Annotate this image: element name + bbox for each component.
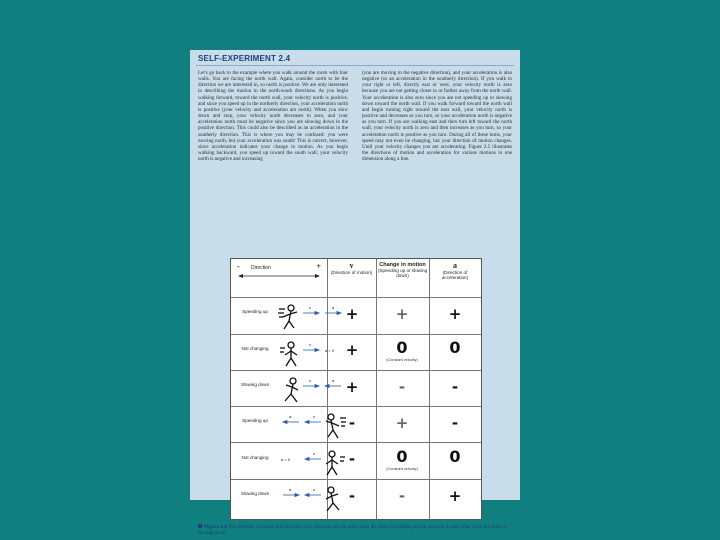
caption-text: The direction of motion and direction of acceleration are the same when the object is speeding up but opposite to each other when the object is slowing down.	[198, 525, 508, 536]
body-column-left: Let's go back to the example where you walk around the room with four walls. You are facing the north wall. Again, consider north to be the direction we are interested in, so north is positive. We are only interested in describing the motion in the north-south directions. As you begin walking forward, toward the north wall, your velocity north is positive, and since you speed up in the northerly direction, your acceleration north is positive (your velocity and acceleration are north). When you slow down and stop, your velocity north decreases to zero, and your acceleration north must be negative since you are slowing down in the positive direction. This could also be described as an acceleration in the southerly direction. This is where you may be confused: you were moving north, but your acceleration was south! This is correct, however, since acceleration indicates your change in motion. As you begin walking backward, you speed up toward the south wall; your velocity north is negative and increasing	[198, 70, 348, 163]
direction-minus: -	[237, 262, 240, 271]
direction-plus: +	[316, 262, 321, 271]
acceleration-symbol: a	[453, 261, 457, 270]
acceleration-sign: -	[451, 414, 459, 432]
v-marker: v	[313, 487, 315, 492]
a-zero-marker: a = 0	[281, 457, 291, 462]
constant-velocity-note: (Constant velocity)	[386, 467, 418, 471]
velocity-sign: -	[348, 414, 356, 432]
velocity-sign: +	[345, 378, 359, 396]
row-label: Not changing	[241, 346, 269, 351]
velocity-sign: +	[345, 305, 359, 323]
change-desc: (Speeding up or slowing down)	[377, 268, 428, 278]
acceleration-sign: 0	[449, 338, 461, 357]
change-sign: +	[395, 305, 409, 323]
acceleration-sign: +	[448, 305, 462, 323]
change-header	[377, 262, 428, 278]
change-sign: -	[398, 378, 406, 396]
table-divider	[231, 479, 481, 480]
figure-caption	[198, 524, 512, 537]
velocity-header	[328, 262, 375, 275]
a-marker: a	[332, 305, 335, 310]
v-marker: v	[313, 451, 315, 456]
velocity-symbol: v	[349, 261, 354, 270]
change-sign: 0	[396, 447, 408, 466]
change-title: Change in motion	[379, 262, 426, 268]
table-divider	[231, 406, 481, 407]
acceleration-header	[430, 262, 480, 280]
velocity-sign: +	[345, 341, 359, 359]
direction-label: Direction	[251, 265, 271, 271]
textbook-page	[190, 50, 520, 536]
row-label: Slowing down	[240, 382, 270, 387]
table-divider	[231, 297, 481, 298]
change-sign: 0	[396, 338, 408, 357]
a-zero-marker: a = 0	[325, 348, 335, 353]
title-rule	[196, 65, 514, 66]
velocity-sign: -	[348, 450, 356, 468]
row-label: Speeding up	[242, 418, 268, 423]
v-marker: v	[309, 305, 311, 310]
v-marker: v	[313, 414, 315, 419]
a-marker: a	[332, 378, 335, 383]
table-divider	[231, 442, 481, 443]
body-column-right: (you are moving in the negative direction), and your acceleration is also negative (or an acceleration in the southerly direction). If you walk to your right or left, directly east or west, your velocity north is zero because you are not getting closer to or farther away from the north wall. Your acceleration is also zero since you are not speeding up or slowing down toward the north wall. If you walk forward toward the north wall and begin turning right toward the east wall, your velocity north is positive and decreases as you turn, so your acceleration north is negative as you turn. If you are walking east and then turn left toward the north wall, your velocity north is zero and then increases as you turn, so your acceleration north is positive as you turn. During all of these turns, your speed may not even be changing, but your direction of motion changes. Until your velocity changes you are accelerating. Figure 2.5 illustrates the directions of motion and acceleration for various motions in one dimension along a line.	[362, 70, 512, 163]
constant-velocity-note: (Constant velocity)	[386, 358, 418, 362]
acceleration-desc: (Direction of acceleration)	[441, 270, 469, 280]
table-divider	[429, 259, 430, 519]
row-label: Speeding up	[242, 309, 268, 314]
table-divider	[231, 370, 481, 371]
velocity-sign: -	[348, 487, 356, 505]
motion-table	[230, 258, 482, 520]
table-divider	[376, 259, 377, 519]
a-marker: a	[289, 487, 292, 492]
caption-bullet	[198, 524, 202, 528]
section-title: SELF-EXPERIMENT 2.4	[198, 54, 291, 63]
row-label: Slowing down	[240, 491, 270, 496]
velocity-desc: (Direction of motion)	[330, 270, 373, 275]
change-sign: +	[395, 414, 409, 432]
acceleration-sign: 0	[449, 447, 461, 466]
direction-arrow-icon	[235, 273, 323, 279]
caption-label: Figure 2.5	[204, 525, 228, 530]
a-marker: a	[289, 414, 292, 419]
acceleration-sign: -	[451, 378, 459, 396]
row-label: Not changing	[241, 455, 269, 460]
direction-header	[235, 263, 323, 280]
change-sign: -	[398, 487, 406, 505]
acceleration-sign: +	[448, 487, 462, 505]
table-divider	[231, 334, 481, 335]
v-marker: v	[309, 342, 311, 347]
v-marker: v	[309, 378, 311, 383]
